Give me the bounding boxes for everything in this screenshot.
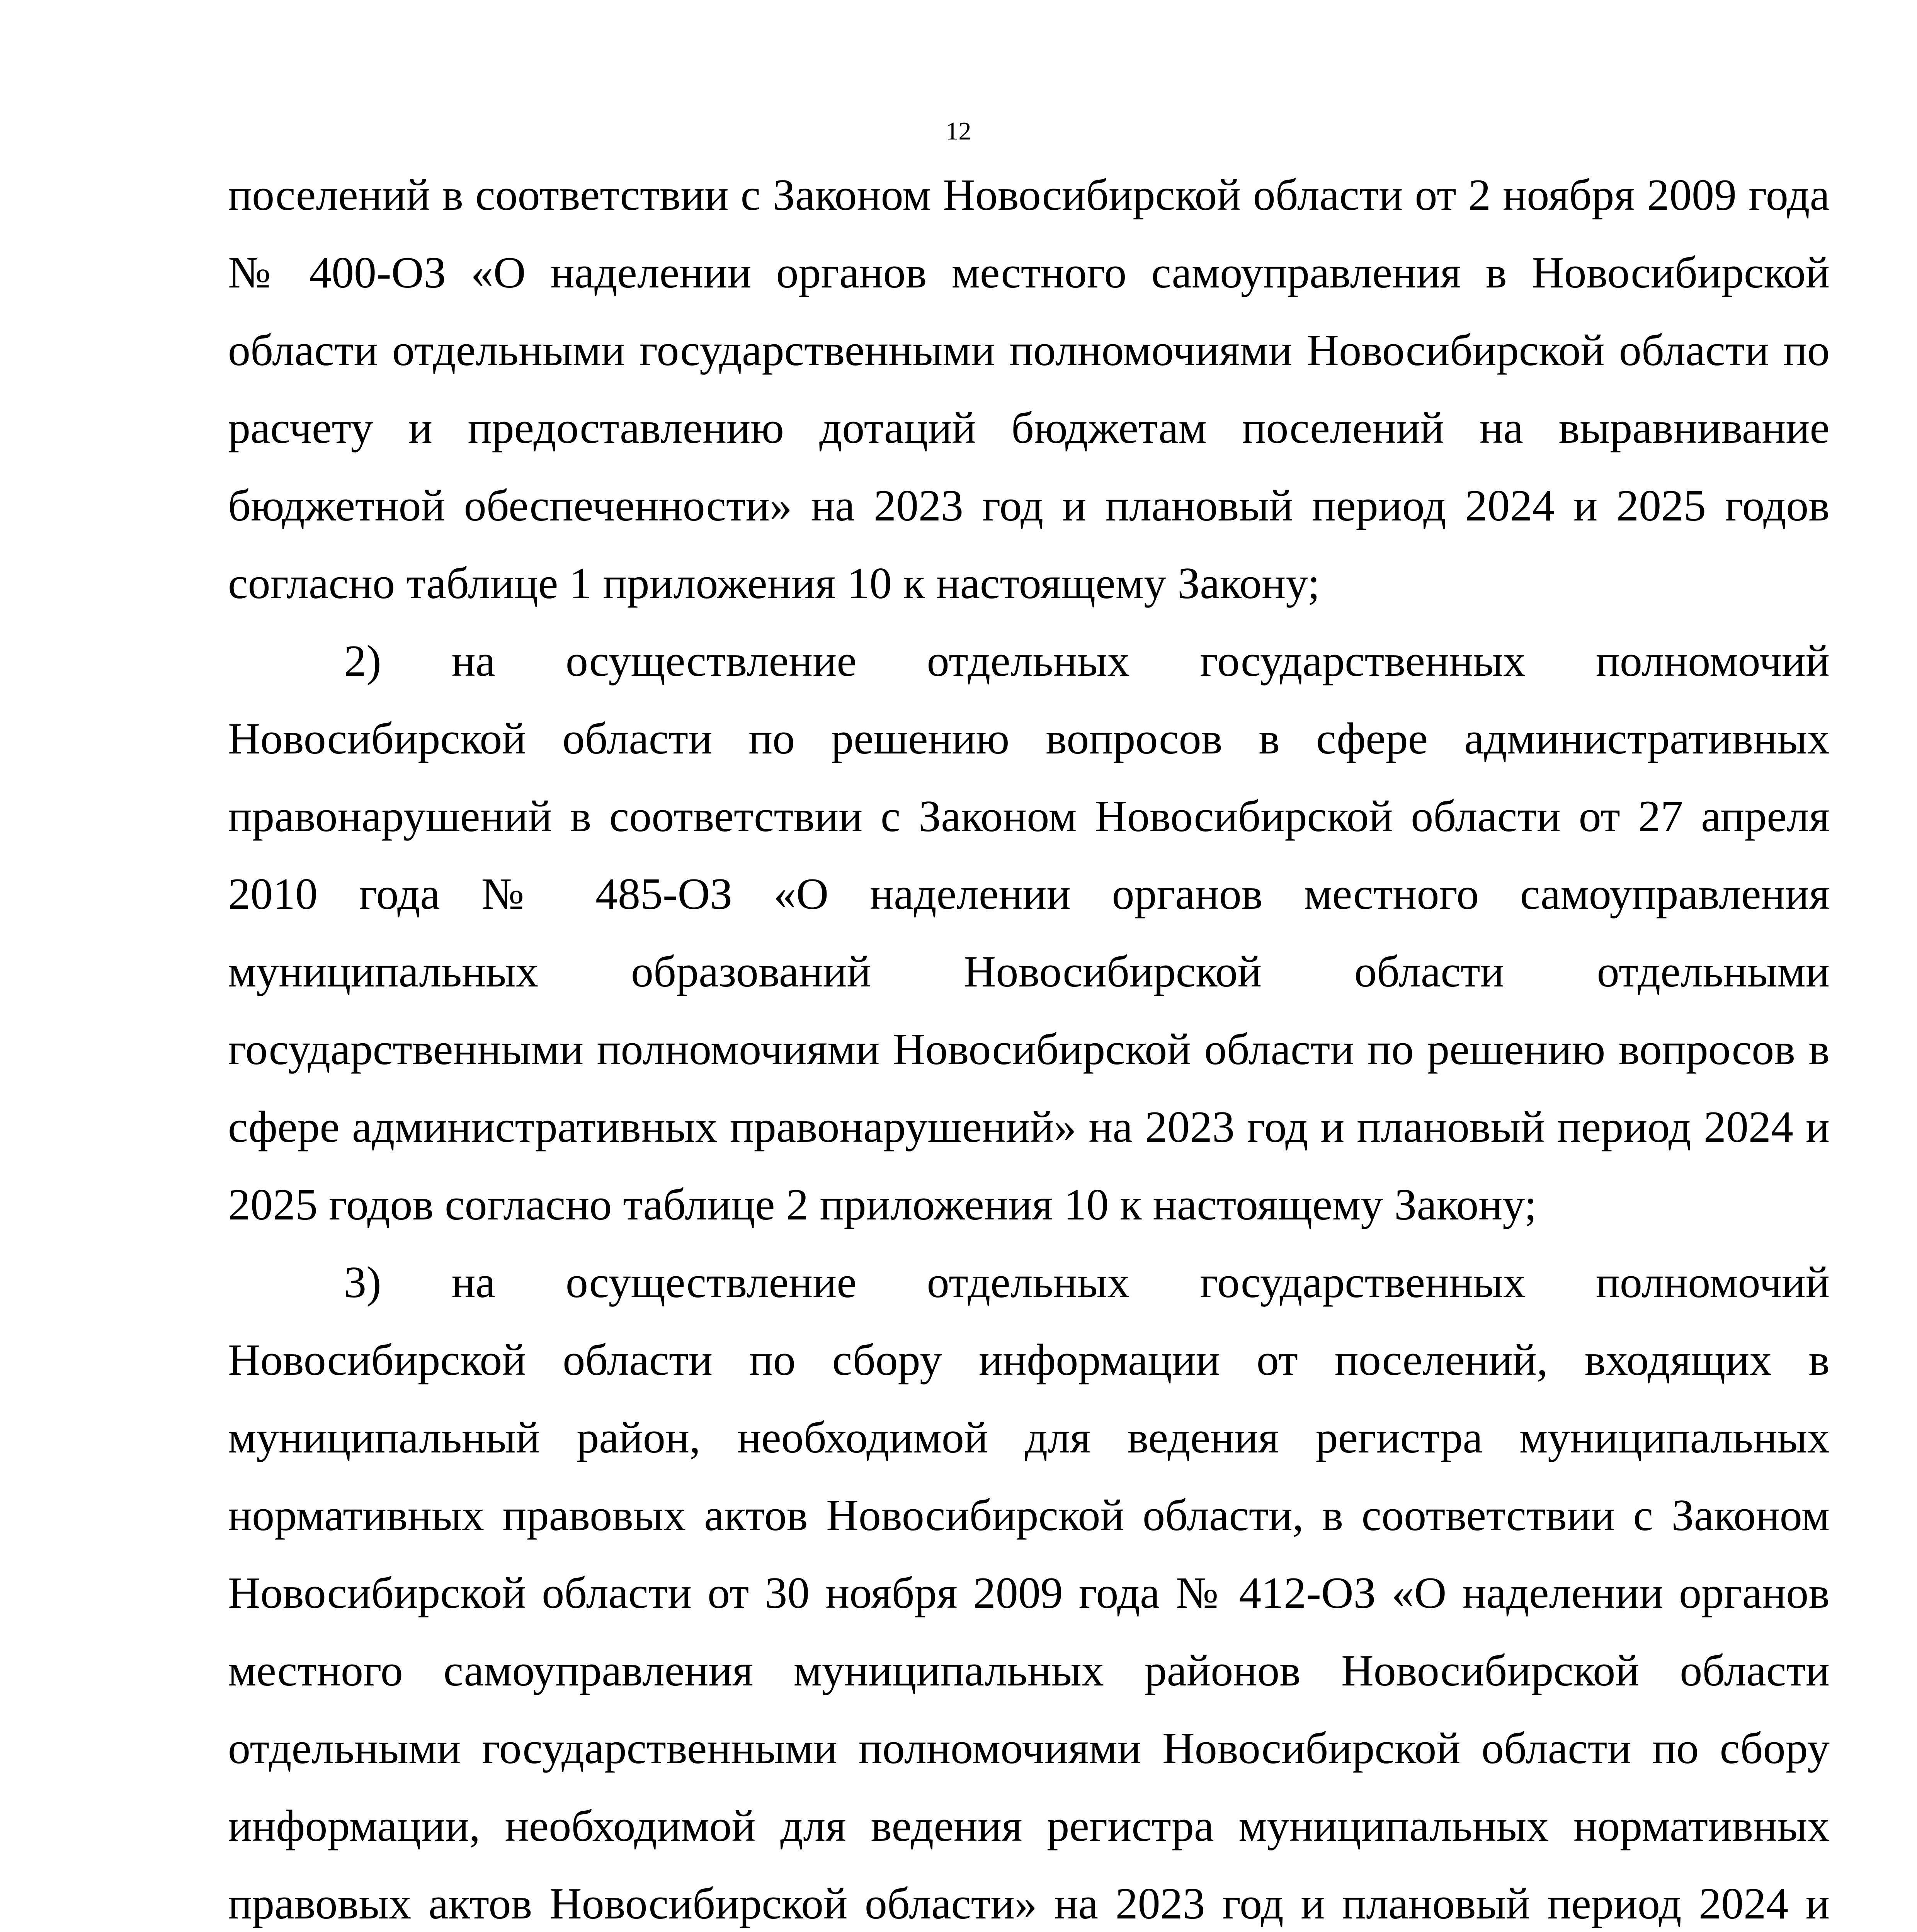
paragraph-item-2: 2) на осуществление отдельных государственных полномочий Новосибирской области по решению вопросов в сфере административных правонарушений в соответствии с Законом Новосибирской области от 27 апреля 2010 года № 485-ОЗ «О наделении органов местного самоуправления муниципальных образований Новосибирской области отдельными государственными полномочиями Новосибирской области по решению вопросов в сфере административных правонарушений» на 2023 год и плановый период 2024 и 2025 годов согласно таблице 2 приложения 10 к настоящему Закону; [228, 636, 1830, 1230]
page-number: 12 [946, 117, 971, 145]
paragraph-item-3: 3) на осуществление отдельных государственных полномочий Новосибирской области по сбору информации от поселений, входящих в муниципальный район, необходимой для ведения регистра муниципальных нормативных правовых актов Новосибирской области, в соответствии с Законом Новосибирской области от 30 ноября 2009 года № 412-ОЗ «О наделении органов местного самоуправления муниципальных районов Новосибирской области отдельными государственными полномочиями Новосибирской области по сбору информации, необходимой для ведения регистра муниципальных нормативных правовых актов Новосибирской области» на 2023 год и плановый период 2024 и [228, 1258, 1830, 1929]
document-body [228, 156, 1830, 1932]
paragraph-continuation: поселений в соответствии с Законом Новосибирской области от 2 ноября 2009 года № 400-ОЗ «О наделении органов местного самоуправления в Новосибирской области отдельными государственными полномочиями Новосибирской области по расчету и предоставлению дотаций бюджетам поселений на выравнивание бюджетной обеспеченности» на 2023 год и плановый период 2024 и 2025 годов согласно таблице 1 приложения 10 к настоящему Закону; [228, 170, 1830, 608]
